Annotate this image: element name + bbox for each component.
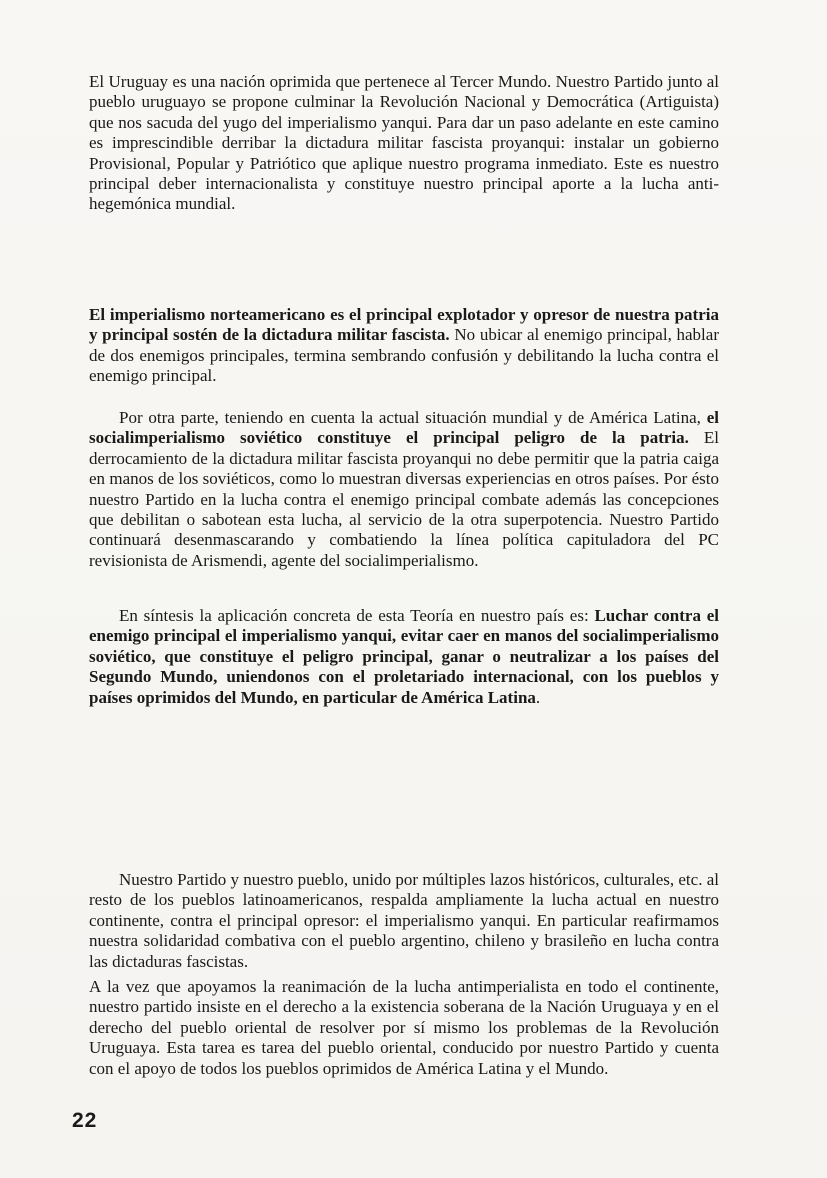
text-run: En síntesis la aplicación concreta de esta Teoría en nuestro país es: <box>119 606 595 625</box>
text-run: Por otra parte, teniendo en cuenta la actual situación mundial y de América Latina, <box>119 408 707 427</box>
text-run: Nuestro Partido y nuestro pueblo, unido por múltiples lazos históricos, culturales, etc. al resto de los pueblos latinoamericanos, respalda ampliamente la lucha actual en nuestro continente, contra el principal opresor: el imperialismo yanqui. En particular reafirmamos nuestra solidaridad combativa con el pueblo argentino, chileno y brasileño en lucha contra las dictaduras fascistas. <box>89 870 719 971</box>
paragraph-1 <box>89 72 719 215</box>
page-number: 22 <box>72 1109 98 1132</box>
paragraph-6 <box>89 977 719 1079</box>
bold-text-run: el socialimperialismo soviético constituye el principal peligro de la patria. <box>89 408 719 448</box>
paragraph-2 <box>89 305 719 387</box>
text-run: No ubicar al enemigo principal, hablar de dos enemigos principales, termina sembrando confusión y debilitando la lucha contra el enemigo principal. <box>89 325 719 386</box>
bold-text-run: Luchar contra el enemigo principal el imperialismo yanqui, evitar caer en manos del socialimperialismo soviético, que constituye el peligro principal, ganar o neutralizar a los países del Segundo Mundo, uniendonos con el proletariado internacional, con los pueblos y países oprimidos del Mundo, en particular de América Latina <box>89 606 719 707</box>
paragraph-5 <box>89 870 719 972</box>
text-run: . <box>535 687 541 707</box>
paragraph-4 <box>89 606 719 708</box>
bold-text-run: El imperialismo norteamericano es el principal explotador y opresor de nuestra patria y principal sostén de la dictadura militar fascista. <box>89 305 719 345</box>
paragraph-3 <box>89 408 719 571</box>
text-run: El Uruguay es una nación oprimida que pertenece al Tercer Mundo. Nuestro Partido junto al pueblo uruguayo se propone culminar la Revolución Nacional y Democrática (Artiguista) que nos sacuda del yugo del imperialismo yanqui. Para dar un paso adelante en este camino es imprescindible derribar la dictadura militar fascista proyanqui: instalar un gobierno Provisional, Popular y Patriótico que aplique nuestro programa inmediato. Este es nuestro principal deber internacionalista y constituye nuestro principal aporte a la lucha anti-hegemónica mundial. <box>89 72 719 214</box>
text-run: A la vez que apoyamos la reanimación de la lucha antimperialista en todo el continente, nuestro partido insiste en el derecho a la existencia soberana de la Nación Uruguaya y en el derecho del pueblo oriental de resolver por sí mismo los problemas de la Revolución Uruguaya. Esta tarea es tarea del pueblo oriental, conducido por nuestro Partido y cuenta con el apoyo de todos los pueblos oprimidos de América Latina y el Mundo. <box>89 977 719 1078</box>
text-run: El derrocamiento de la dictadura militar fascista proyanqui no debe permitir que la patria caiga en manos de los soviéticos, como lo muestran diversas experiencias en otros países. Por ésto nuestro Partido en la lucha contra el enemigo principal combate además las concepciones que debilitan o sabotean esta lucha, al servicio de la otra superpotencia. Nuestro Partido continuará desenmascarando y combatiendo la línea política capituladora del PC revisionista de Arismendi, agente del socialimperialismo. <box>89 428 719 570</box>
